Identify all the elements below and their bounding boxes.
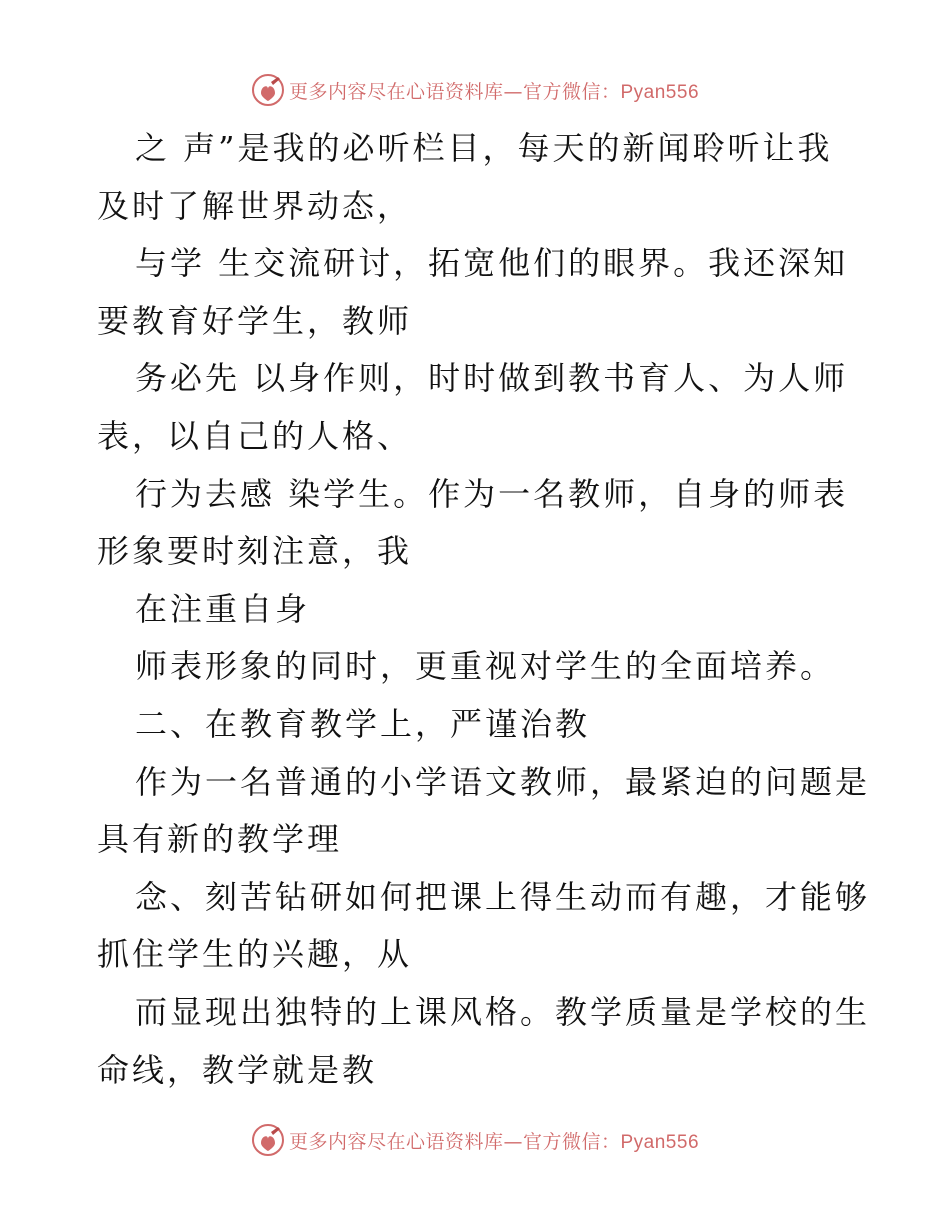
footer-banner [0, 1120, 950, 1160]
footer-text [289, 1127, 699, 1154]
body-line: 而显现出独特的上课风格。教学质量是学校的生 [135, 992, 871, 1031]
section-heading: 二、在教育教学上，严谨治教 [135, 704, 591, 743]
body-line: 形象要时刻注意，我 [97, 532, 413, 571]
header-wechat-label: 官方微信： [522, 80, 621, 103]
header-text [289, 77, 699, 104]
heart-pen-logo-icon [251, 1123, 285, 1157]
header-site-text: 更多内容尽在心语资料库 [288, 80, 504, 103]
footer-wechat-id: Pyan556 [620, 1131, 700, 1153]
body-line: 命线，教学就是教 [97, 1050, 378, 1089]
body-line: 及时了解世界动态， [97, 186, 413, 225]
body-line: 作为一名普通的小学语文教师，最紧迫的问题是 [135, 762, 871, 801]
footer-site-text: 更多内容尽在心语资料库 [288, 1130, 504, 1153]
header-banner [0, 70, 950, 110]
body-line: 行为去感 染学生。作为一名教师，自身的师表 [135, 474, 849, 513]
body-line: 抓住学生的兴趣，从 [97, 935, 413, 974]
document-body [97, 120, 871, 1099]
body-line: 念、刻苦钻研如何把课上得生动而有趣，才能够 [135, 877, 871, 916]
header-dash: — [503, 80, 523, 103]
body-line: 表，以自己的人格、 [97, 416, 413, 455]
body-line: 要教育好学生，教师 [97, 301, 413, 340]
body-line: 务必先 以身作则，时时做到教书育人、为人师 [135, 359, 849, 398]
header-wechat-id: Pyan556 [620, 81, 700, 103]
body-line: 师表形象的同时，更重视对学生的全面培养。 [135, 647, 836, 686]
footer-wechat-label: 官方微信： [522, 1130, 621, 1153]
body-line: 之 声”是我的必听栏目，每天的新闻聆听让我 [135, 129, 833, 167]
footer-dash: — [503, 1130, 523, 1153]
body-line: 具有新的教学理 [97, 820, 343, 859]
heart-pen-logo-icon [251, 73, 285, 107]
body-line: 与学 生交流研讨，拓宽他们的眼界。我还深知 [135, 244, 849, 283]
body-line: 在注重自身 [135, 589, 311, 628]
